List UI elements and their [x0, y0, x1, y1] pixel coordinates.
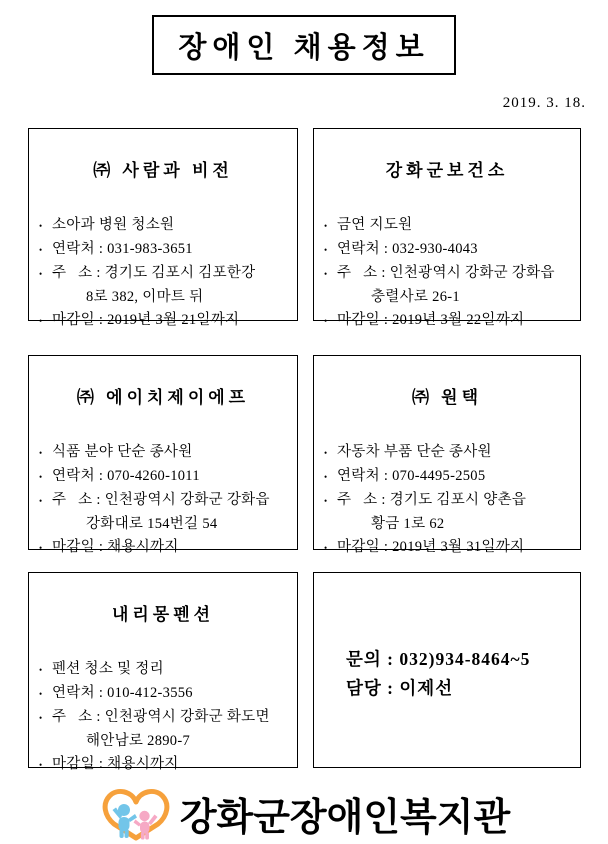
job-line-continuation [314, 513, 580, 536]
job-line [29, 536, 297, 560]
bullet-icon: • [324, 543, 328, 553]
job-line-text: 황금 1로 62 [371, 516, 445, 532]
job-box-lines [314, 441, 580, 560]
job-line-text: 마감일 : 채용시까지 [52, 756, 179, 772]
contact-box [313, 572, 581, 768]
job-line-text: 연락처 : 070-4260-1011 [52, 468, 200, 484]
job-line-continuation [29, 513, 297, 536]
job-box-wontaek [313, 355, 581, 555]
job-line [314, 262, 580, 286]
job-box-title: 강화군보건소 [385, 161, 509, 180]
contact-lines [314, 645, 580, 703]
job-line [29, 753, 297, 777]
org-name: 강화군장애인복지관 [179, 797, 511, 839]
job-box-title: ㈜ 원택 [411, 388, 483, 407]
job-line [314, 238, 580, 262]
job-line-text: 식품 분야 단순 종사원 [52, 444, 193, 460]
title-box [152, 15, 456, 75]
left-child-figure [112, 804, 137, 838]
job-line-continuation [29, 730, 297, 753]
job-line [29, 465, 297, 489]
job-box-hjf [28, 355, 298, 555]
heart-outline [105, 791, 167, 838]
job-line-text: 8로 382, 이마트 뒤 [86, 289, 204, 305]
contact-inquiry: 문의 : 032)934-8464~5 [346, 649, 531, 669]
job-line [29, 441, 297, 465]
job-line-continuation [314, 286, 580, 309]
contact-manager: 담당 : 이제선 [346, 678, 454, 698]
job-box-lines [29, 214, 297, 333]
bullet-icon: • [324, 269, 328, 279]
job-line-text: 주 소 : 인천광역시 강화군 강화읍 [337, 265, 555, 281]
job-line-text: 마감일 : 채용시까지 [52, 539, 179, 555]
job-line-text: 연락처 : 032-930-4043 [337, 241, 478, 257]
job-line [314, 489, 580, 513]
job-line [314, 309, 580, 333]
bullet-icon: • [324, 496, 328, 506]
job-line [314, 214, 580, 238]
job-line [29, 214, 297, 238]
job-box-lines [29, 441, 297, 560]
bullet-icon: • [39, 713, 43, 723]
job-line [314, 465, 580, 489]
bullet-icon: • [39, 316, 43, 326]
job-line [314, 536, 580, 560]
bullet-icon: • [39, 221, 43, 231]
job-line-text: 마감일 : 2019년 3월 31일까지 [337, 539, 525, 555]
job-line-text: 해안남로 2890-7 [86, 733, 191, 749]
job-box-naerimong-pension [28, 572, 298, 772]
bullet-icon: • [324, 221, 328, 231]
job-line-text: 충렬사로 26-1 [371, 289, 460, 305]
job-line [29, 658, 297, 682]
job-line [29, 682, 297, 706]
job-line [314, 441, 580, 465]
job-line-text: 연락처 : 070-4495-2505 [337, 468, 486, 484]
bullet-icon: • [39, 496, 43, 506]
job-line-text: 소아과 병원 청소원 [52, 217, 175, 233]
job-line-text: 강화대로 154번길 54 [86, 516, 218, 532]
job-line-text: 마감일 : 2019년 3월 21일까지 [52, 312, 240, 328]
job-line [29, 238, 297, 262]
job-line-text: 마감일 : 2019년 3월 22일까지 [337, 312, 525, 328]
job-line [29, 262, 297, 286]
job-line-text: 펜션 청소 및 정리 [52, 661, 164, 677]
page-title: 장애인 채용정보 [178, 31, 430, 64]
job-box-ganghwa-health-center [313, 128, 581, 328]
job-line-continuation [29, 286, 297, 309]
job-line [29, 309, 297, 333]
bullet-icon: • [324, 472, 328, 482]
job-line-text: 주 소 : 인천광역시 강화군 강화읍 [52, 492, 270, 508]
job-line [29, 489, 297, 513]
bullet-icon: • [39, 269, 43, 279]
job-box-lines [314, 214, 580, 333]
bullet-icon: • [39, 448, 43, 458]
job-line-text: 연락처 : 031-983-3651 [52, 241, 193, 257]
bullet-icon: • [324, 448, 328, 458]
bullet-icon: • [39, 245, 43, 255]
heart-children-logo-icon [98, 787, 174, 841]
bullet-icon: • [324, 316, 328, 326]
bullet-icon: • [39, 689, 43, 699]
bullet-icon: • [39, 472, 43, 482]
job-box-saramgwa-vision [28, 128, 298, 328]
job-box-title: ㈜ 사람과 비전 [93, 161, 233, 180]
document-date: 2019. 3. 18. [502, 95, 586, 111]
job-line-text: 금연 지도원 [337, 217, 413, 233]
job-line-text: 자동차 부품 단순 종사원 [337, 444, 492, 460]
bullet-icon: • [324, 245, 328, 255]
bullet-icon: • [39, 543, 43, 553]
job-line-text: 주 소 : 인천광역시 강화군 화도면 [52, 709, 270, 725]
job-line-text: 주 소 : 경기도 김포시 양촌읍 [337, 492, 527, 508]
job-box-lines [29, 658, 297, 777]
bullet-icon: • [39, 665, 43, 675]
bullet-icon: • [39, 760, 43, 770]
footer-logo [0, 786, 608, 841]
job-line-text: 주 소 : 경기도 김포시 김포한강 [52, 265, 256, 281]
job-box-title: ㈜ 에이치제이에프 [76, 388, 250, 407]
job-line-text: 연락처 : 010-412-3556 [52, 685, 193, 701]
job-line [29, 706, 297, 730]
job-box-title: 내리몽펜션 [111, 605, 215, 624]
